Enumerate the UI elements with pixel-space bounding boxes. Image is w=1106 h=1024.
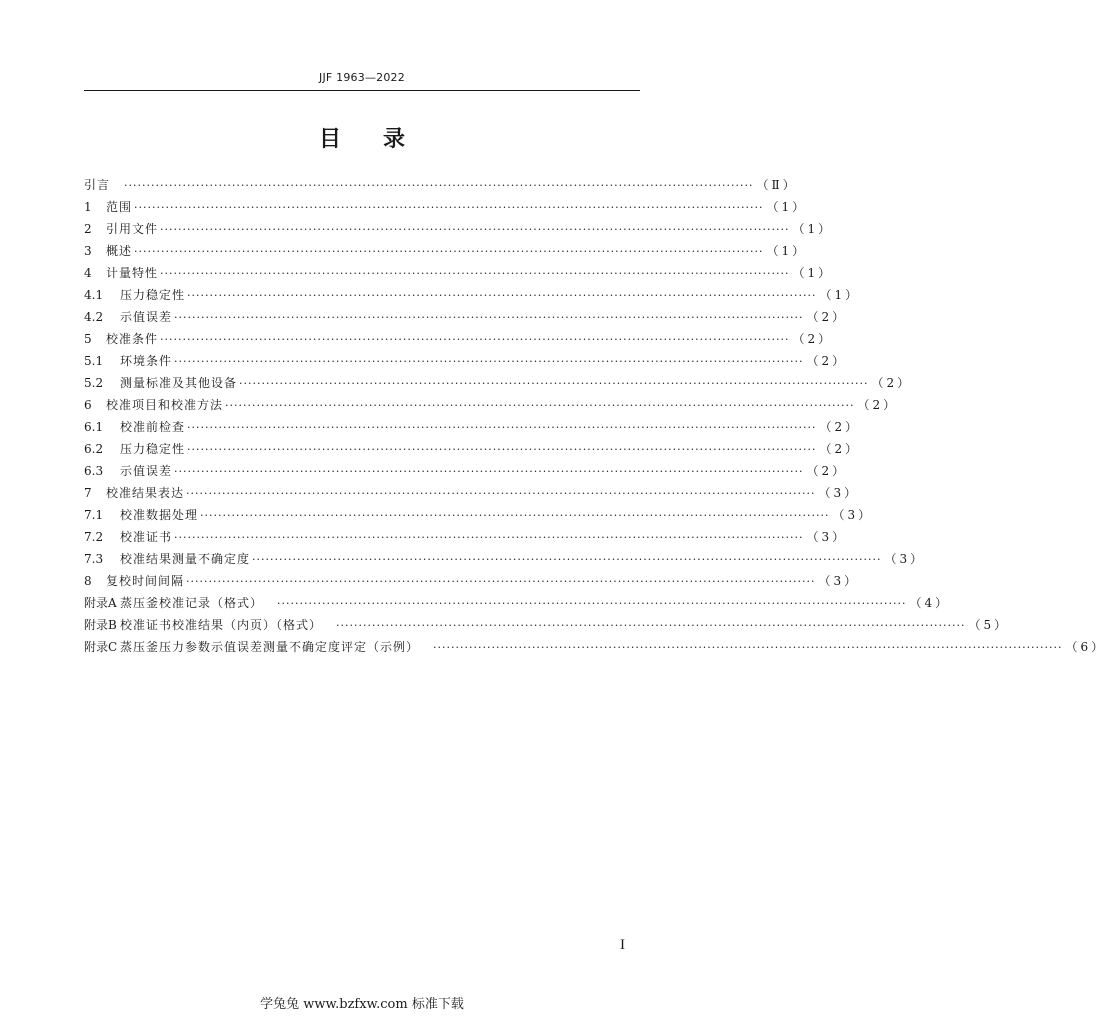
toc-dot-leader: ············································································································································	[134, 201, 764, 214]
toc-entry-page: （1）	[766, 244, 808, 258]
toc-dot-leader: ············································································································································	[174, 465, 804, 478]
page-title: 目录	[318, 127, 447, 152]
toc-entry-label: 示值误差	[120, 464, 173, 478]
toc-entry[interactable]	[84, 592, 951, 614]
toc-entry-number: 6.2	[84, 442, 104, 456]
toc-entry[interactable]	[84, 526, 848, 548]
toc-entry-label: 复校时间间隔	[106, 574, 185, 588]
toc-entry-label: 引用文件	[106, 222, 159, 236]
toc-dot-leader: ············································································································································	[239, 377, 869, 390]
toc-entry[interactable]	[84, 196, 808, 218]
toc-entry-number: 7.3	[84, 552, 104, 566]
toc-dot-leader: ············································································································································	[187, 421, 817, 434]
toc-entry[interactable]	[84, 636, 1106, 658]
toc-entry-page: （4）	[909, 596, 951, 610]
toc-entry-page: （6）	[1065, 640, 1106, 654]
toc-dot-leader: ············································································································································	[160, 223, 790, 236]
toc-entry-number: 7.1	[84, 508, 104, 522]
toc-entry[interactable]	[84, 482, 860, 504]
toc-dot-leader: ············································································································································	[186, 487, 816, 500]
toc-entry-number: 8	[84, 574, 92, 588]
toc-entry[interactable]	[84, 240, 808, 262]
toc-entry[interactable]	[84, 262, 834, 284]
toc-entry-page: （1）	[766, 200, 808, 214]
toc-entry-label: 校准证书	[120, 530, 173, 544]
toc-entry[interactable]	[84, 372, 913, 394]
document-code: JJF 1963—2022	[319, 71, 405, 84]
toc-entry[interactable]	[84, 416, 861, 438]
toc-entry-label: 校准结果测量不确定度	[120, 552, 251, 566]
toc-dot-leader: ············································································································································	[186, 575, 816, 588]
toc-entry-page: （3）	[832, 508, 874, 522]
toc-entry[interactable]	[84, 548, 926, 570]
toc-entry-page: （Ⅱ）	[756, 178, 798, 192]
toc-entry-page: （2）	[871, 376, 913, 390]
toc-entry-label: 校准项目和校准方法	[106, 398, 224, 412]
toc-entry-number: 附录A	[84, 596, 117, 610]
toc-entry-number: 1	[84, 200, 92, 214]
toc-entry-label: 范围	[106, 200, 133, 214]
toc-entry-number: 5.1	[84, 354, 104, 368]
toc-entry-number: 6.3	[84, 464, 104, 478]
toc-entry[interactable]	[84, 614, 1010, 636]
toc-dot-leader: ············································································································································	[160, 333, 790, 346]
toc-entry[interactable]	[84, 438, 861, 460]
toc-entry-number: 6	[84, 398, 92, 412]
toc-entry[interactable]	[84, 394, 899, 416]
table-of-contents	[84, 174, 1106, 658]
toc-entry[interactable]	[84, 218, 834, 240]
toc-entry[interactable]	[84, 328, 834, 350]
toc-dot-leader: ············································································································································	[174, 311, 804, 324]
toc-entry[interactable]	[84, 306, 848, 328]
toc-entry-page: （2）	[857, 398, 899, 412]
toc-dot-leader: ············································································································································	[174, 355, 804, 368]
toc-entry-number: 5.2	[84, 376, 104, 390]
toc-dot-leader: ············································································································································	[187, 289, 817, 302]
toc-entry-label: 计量特性	[106, 266, 159, 280]
toc-entry[interactable]	[84, 460, 848, 482]
toc-entry-label: 蒸压釜压力参数示值误差测量不确定度评定（示例）	[120, 640, 420, 654]
toc-entry-number: 2	[84, 222, 92, 236]
toc-entry-label: 校准数据处理	[120, 508, 199, 522]
footer-source: 学兔兔 www.bzfxw.com 标准下载	[260, 997, 464, 1012]
toc-entry-page: （5）	[968, 618, 1010, 632]
toc-entry-page: （3）	[818, 486, 860, 500]
toc-entry-label: 环境条件	[120, 354, 173, 368]
toc-entry-page: （2）	[819, 442, 861, 456]
toc-entry-number: 5	[84, 332, 92, 346]
page-number: I	[620, 937, 625, 953]
toc-entry-page: （3）	[884, 552, 926, 566]
toc-entry-page: （3）	[806, 530, 848, 544]
toc-dot-leader: ············································································································································	[160, 267, 790, 280]
toc-dot-leader: ············································································································································	[134, 245, 764, 258]
toc-entry-label: 压力稳定性	[120, 442, 186, 456]
toc-entry-label: 蒸压釜校准记录（格式）	[120, 596, 264, 610]
toc-dot-leader: ············································································································································	[433, 641, 1063, 654]
toc-entry-label: 校准结果表达	[106, 486, 185, 500]
toc-entry-number: 7.2	[84, 530, 104, 544]
toc-entry-page: （3）	[818, 574, 860, 588]
toc-dot-leader: ············································································································································	[124, 179, 754, 192]
toc-entry-number: 3	[84, 244, 92, 258]
toc-entry-label: 示值误差	[120, 310, 173, 324]
toc-entry-number: 附录C	[84, 640, 118, 654]
toc-entry-page: （1）	[792, 222, 834, 236]
toc-entry-number: 6.1	[84, 420, 104, 434]
toc-entry-number: 4.2	[84, 310, 104, 324]
toc-entry-number: 7	[84, 486, 92, 500]
toc-entry[interactable]	[84, 570, 860, 592]
toc-dot-leader: ············································································································································	[187, 443, 817, 456]
toc-dot-leader: ············································································································································	[277, 597, 907, 610]
toc-entry-page: （2）	[819, 420, 861, 434]
toc-entry-page: （2）	[806, 354, 848, 368]
toc-entry[interactable]	[84, 504, 874, 526]
toc-entry-label: 概述	[106, 244, 133, 258]
toc-entry-label: 校准证书校准结果（内页）（格式）	[120, 618, 323, 632]
toc-dot-leader: ············································································································································	[200, 509, 830, 522]
header-rule	[84, 90, 640, 91]
toc-dot-leader: ············································································································································	[174, 531, 804, 544]
toc-entry-label: 校准前检查	[120, 420, 186, 434]
toc-dot-leader: ············································································································································	[252, 553, 882, 566]
toc-entry-page: （1）	[792, 266, 834, 280]
toc-entry-number: 4	[84, 266, 92, 280]
toc-entry-page: （2）	[792, 332, 834, 346]
toc-entry[interactable]	[84, 284, 861, 306]
toc-entry-label: 压力稳定性	[120, 288, 186, 302]
toc-entry-page: （1）	[819, 288, 861, 302]
toc-entry-number: 4.1	[84, 288, 104, 302]
toc-entry-page: （2）	[806, 464, 848, 478]
toc-dot-leader: ············································································································································	[225, 399, 855, 412]
toc-entry-label: 测量标准及其他设备	[120, 376, 238, 390]
toc-entry[interactable]	[84, 174, 798, 196]
toc-entry-number: 附录B	[84, 618, 117, 632]
toc-entry-label: 校准条件	[106, 332, 159, 346]
toc-entry-page: （2）	[806, 310, 848, 324]
toc-dot-leader: ············································································································································	[336, 619, 966, 632]
toc-entry-label: 引言	[84, 178, 111, 192]
toc-entry[interactable]	[84, 350, 848, 372]
